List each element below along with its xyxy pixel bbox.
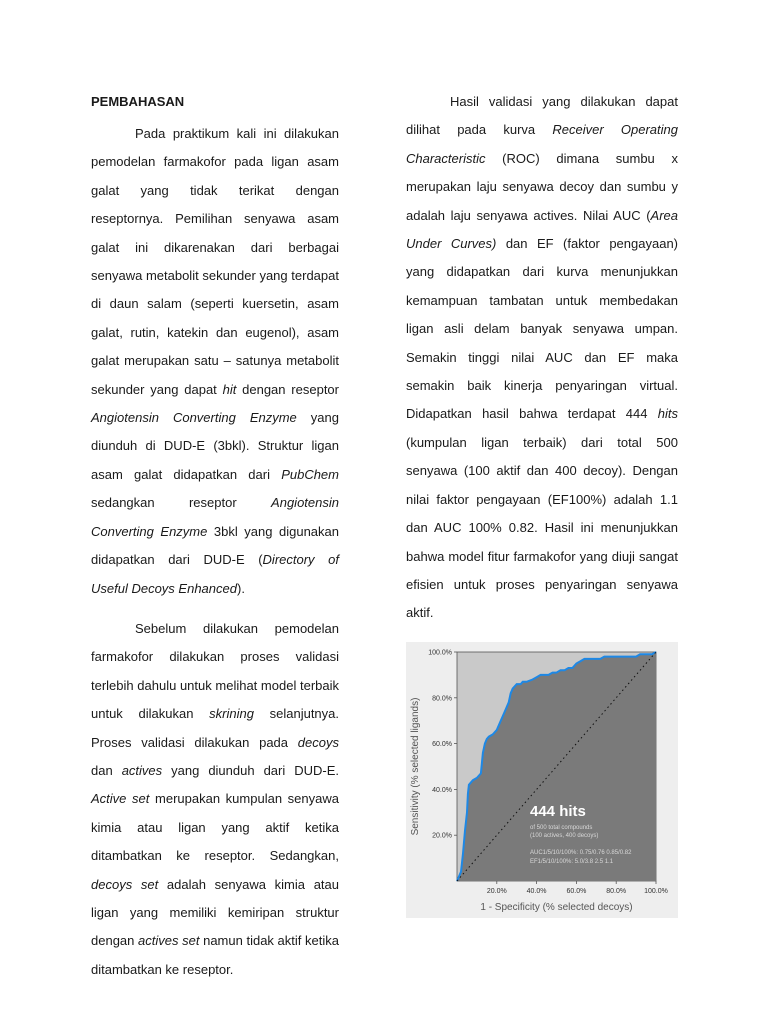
text-run: ).	[236, 580, 245, 596]
auc-values: AUC1/5/10/100%: 0.75/0.76 0.85/0.82	[530, 850, 632, 856]
x-tick-label: 40.0%	[526, 888, 547, 895]
italic-term: Receiver Operating Characteristic	[406, 122, 678, 166]
italic-term: decoys	[297, 734, 339, 750]
hits-annotation: 444 hits	[530, 803, 586, 820]
italic-term: actives	[121, 762, 163, 778]
italic-term: skrining	[209, 706, 254, 722]
y-axis-label: Sensitivity (% selected ligands)	[410, 697, 421, 836]
section-heading: PEMBAHASAN	[91, 94, 185, 109]
text-run: adalah senyawa kimia atau ligan yang memiliki kemiripan struktur dengan	[91, 876, 339, 949]
x-tick-label: 100.0%	[644, 888, 668, 895]
hits-breakdown: (100 actives, 400 decoys)	[530, 833, 599, 839]
text-run: (kumpulan ligan terbaik) dari total 500 senyawa (100 aktif dan 400 decoy). Dengan nilai faktor pengayaan (EF100%) adalah 1.1 dan AUC 100% 0.82. Hasil ini menunjukkan bahwa model fitur farmakofor yang diuji sangat efisien untuk proses penyaringan senyawa aktif.	[406, 434, 678, 621]
text-run: Pada praktikum kali ini dilakukan pemodelan farmakofor pada ligan asam galat yang tidak terikat dengan reseptornya. Pemilihan senyawa asam galat ini dikarenakan dari berbagai senyawa metabolit sekunder yang terdapat di daun salam (seperti kuersetin, asam galat, rutin, katekin dan eugenol), asam galat merupakan satu – satunya metabolit sekunder yang dapat	[91, 126, 339, 397]
text-run: dan	[91, 762, 122, 778]
italic-term: Directory of Useful Decoys Enhanced	[91, 552, 339, 596]
text-run: namun tidak aktif ketika ditambatkan ke reseptor.	[91, 933, 339, 977]
italic-term: hits	[657, 406, 678, 422]
italic-term: Active set	[91, 791, 150, 807]
italic-term: Area Under Curves)	[406, 207, 678, 252]
paragraph-validation	[91, 615, 339, 984]
italic-term: PubChem	[281, 466, 339, 482]
x-tick-label: 60.0%	[566, 888, 587, 895]
y-tick-label: 80.0%	[432, 695, 452, 703]
y-tick-label: 40.0%	[432, 786, 452, 794]
text-run: yang diunduh dari DUD-E.	[162, 762, 340, 778]
italic-term: decoys set	[91, 876, 159, 892]
italic-term: actives set	[138, 933, 200, 949]
text-run: 3bkl yang digunakan didapatkan dari DUD-E (	[91, 523, 339, 568]
ef-values: EF1/5/10/100%: 5.0/3.8 2.5 1.1	[530, 859, 614, 865]
left-column	[91, 88, 339, 984]
y-tick-label: 20.0%	[432, 832, 452, 840]
y-tick-label: 100.0%	[428, 649, 452, 657]
text-run: dan EF (faktor pengayaan) yang didapatkan dari kurva menunjukkan kemampuan tambatan untuk membedakan ligan asli delam banyak senyawa umpan. Semakin tinggi nilai AUC dan EF maka semakin baik kinerja penyaringan virtual. Didapatkan hasil bahwa terdapat 444	[406, 236, 678, 422]
text-run: merupakan kumpulan senyawa kimia atau ligan yang aktif ketika ditambatkan ke reseptor. Sedangkan,	[91, 791, 339, 864]
text-run: selanjutnya. Proses validasi dilakukan pada	[91, 706, 339, 750]
italic-term: Angiotensin Converting Enzyme	[91, 495, 339, 539]
italic-term: Angiotensin Converting Enzyme	[91, 410, 297, 426]
text-run: sedangkan reseptor	[91, 495, 272, 511]
y-tick-label: 60.0%	[432, 741, 452, 749]
italic-term: hit	[222, 381, 237, 397]
x-tick-label: 20.0%	[486, 888, 507, 895]
roc-figure	[406, 642, 678, 918]
x-axis-label: 1 - Specificity (% selected decoys)	[480, 902, 633, 913]
text-run: Hasil validasi yang dilakukan dapat dilihat pada kurva	[406, 94, 678, 138]
x-tick-label: 80.0%	[606, 888, 627, 895]
hits-subtitle: of 500 total compounds	[530, 825, 593, 831]
text-run: dengan reseptor	[236, 381, 339, 397]
roc-chart	[406, 642, 678, 918]
text-run: (ROC) dimana sumbu x merupakan laju senyawa decoy dan sumbu y adalah laju senyawa actives. Nilai AUC (	[406, 150, 678, 223]
text-run: yang diunduh di DUD-E (3bkl). Struktur ligan asam galat didapatkan dari	[91, 410, 339, 482]
paragraph-roc-results	[406, 88, 678, 628]
right-column	[406, 88, 678, 628]
text-run: Sebelum dilakukan pemodelan farmakofor dilakukan proses validasi terlebih dahulu untuk melihat model terbaik untuk dilakukan	[91, 620, 339, 722]
paragraph-intro	[91, 120, 339, 603]
